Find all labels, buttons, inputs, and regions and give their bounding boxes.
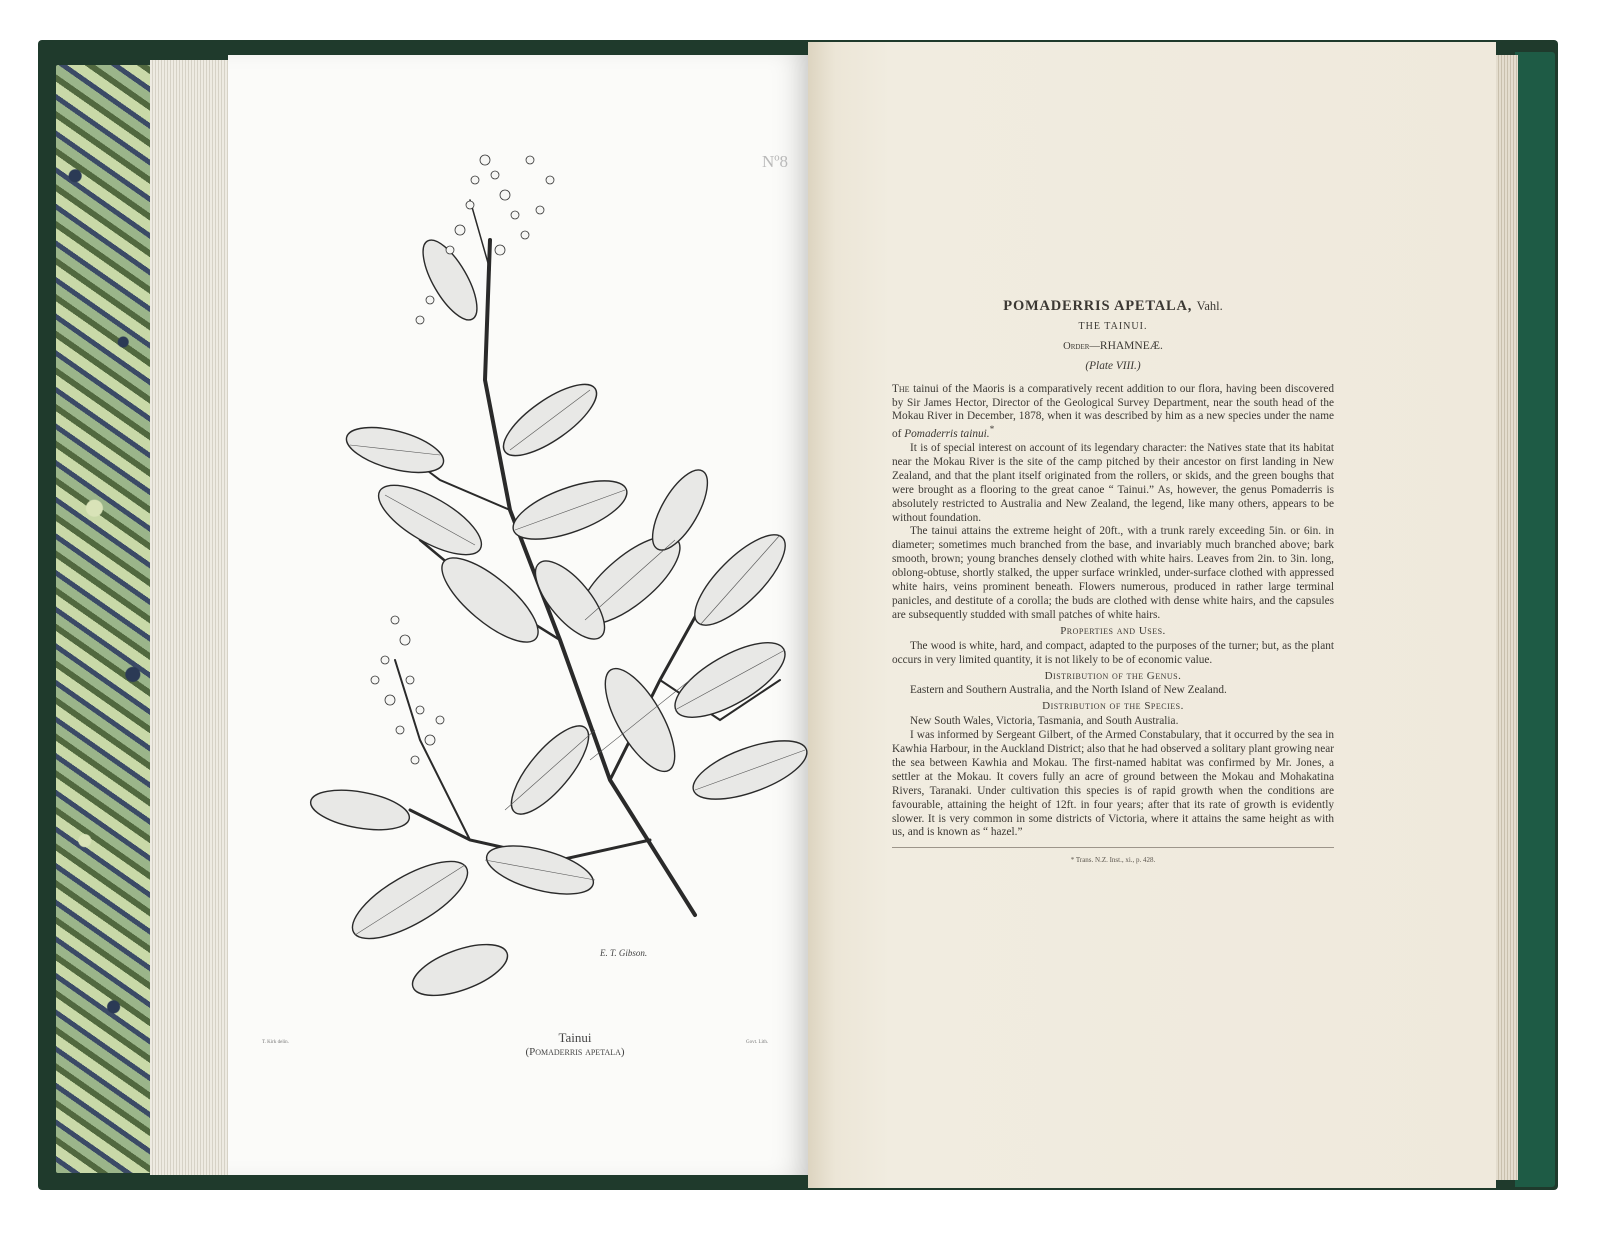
left-page-edges	[150, 60, 230, 1175]
drop-word: The	[892, 382, 910, 395]
plate-reference: (Plate VIII.)	[1085, 359, 1141, 372]
right-cover-edge	[1515, 52, 1555, 1187]
marbled-endpaper	[56, 65, 152, 1173]
plate-caption-latin: (Pomaderris apetala)	[525, 1046, 625, 1058]
paragraph-intro	[892, 383, 1334, 442]
order-label: Order—	[1063, 340, 1100, 352]
genus-distribution-text: Eastern and Southern Australia, and the North Island of New Zealand.	[910, 684, 1227, 697]
plate-caption	[480, 1030, 670, 1058]
text-block	[892, 300, 1334, 868]
plate-caption-common: Tainui	[558, 1030, 592, 1045]
footnote: * Trans. N.Z. Inst., xi., p. 428.	[1070, 856, 1156, 865]
paragraph-properties: The wood is white, hard, and compact, adapted to the purposes of the turner; but, as the plant occurs in very limited quantity, it is not likely to be of economic value.	[892, 639, 1334, 666]
species-author: Vahl.	[1196, 299, 1223, 313]
paragraph-habitat: I was informed by Sergeant Gilbert, of the Armed Constabulary, that it occurred by the sea in Kawhia Harbour, in the Auckland District; also that he had observed a solitary plant growing near the sea between Kawhia and Mokau. The first-named habitat was confirmed by Mr. Jones, a settler at the Mokau. It covers fully an acre of ground between the Mokau and Mohakatina Rivers, Taranaki. Under cultivation this species is of rapid growth when the conditions are favourable, attaining the height of 12ft. in four years; after that its rate of growth is evidently slower. It is very common in some districts of Victoria, where it attains the same height as with us, and is known as “ hazel.”	[892, 729, 1334, 839]
paragraph-legend: It is of special interest on account of its legendary character: the Natives state that its habitat near the Mokau River is the site of the camp pitched by their ancestor on first landing in New Zealand, and that the plant itself originated from the rollers, or skids, and the green boughs that were brought as a flooring to the great canoe “ Tainui.” As, however, the genus Pomaderris is absolutely restricted to Australia and New Zealand, the legend, like many others, appears to be without foundation.	[892, 442, 1334, 524]
drawn-by-credit: T. Kirk delin.	[262, 1040, 289, 1045]
artist-signature: E. T. Gibson.	[600, 948, 648, 958]
heading-genus-distribution: Distribution of the Genus.	[1044, 669, 1182, 682]
common-name: THE TAINUI.	[1078, 320, 1148, 332]
heading-species-distribution: Distribution of the Species.	[1042, 700, 1184, 713]
paragraph-description: The tainui attains the extreme height of 20ft., with a trunk rarely exceeding 5in. or 6in. in diameter; sometimes much branched from the base, and invariably much branched above; bark smooth, brown; young branches densely clothed with white hairs. Leaves from 2in. to 3in. long, oblong-obtuse, shortly stalked, the upper surface wrinkled, under-surface clothed with appressed white hairs, veins prominent beneath. Flowers numerous, produced in rather large terminal panicles, and destitute of a corolla; the buds are clothed with dense white hairs, and the capsules are subsequently studded with small patches of white hairs.	[892, 525, 1334, 621]
intro-species-name: Pomaderris tainui.	[904, 428, 990, 441]
species-distribution-text: New South Wales, Victoria, Tasmania, and South Australia.	[910, 715, 1179, 728]
intro-text: tainui of the Maoris is a comparatively recent addition to our flora, having been discovered by Sir James Hector, Director of the Geological Survey Department, near the south head of the Mokau River in December, 1878, when it was described by him as a new species under the name of	[892, 382, 1334, 441]
order-value: RHAMNEÆ.	[1099, 339, 1163, 352]
species-title	[892, 300, 1334, 314]
botanical-illustration	[300, 120, 810, 1040]
footnote-rule	[892, 847, 1334, 848]
lithographer-credit: Govt. Lith.	[746, 1040, 769, 1045]
species-name: POMADERRIS APETALA,	[1003, 298, 1193, 314]
plate-number: Nº8	[762, 152, 789, 171]
order-line	[892, 340, 1334, 354]
footnote-marker: *	[989, 425, 995, 436]
heading-properties: Properties and Uses.	[1060, 624, 1166, 637]
